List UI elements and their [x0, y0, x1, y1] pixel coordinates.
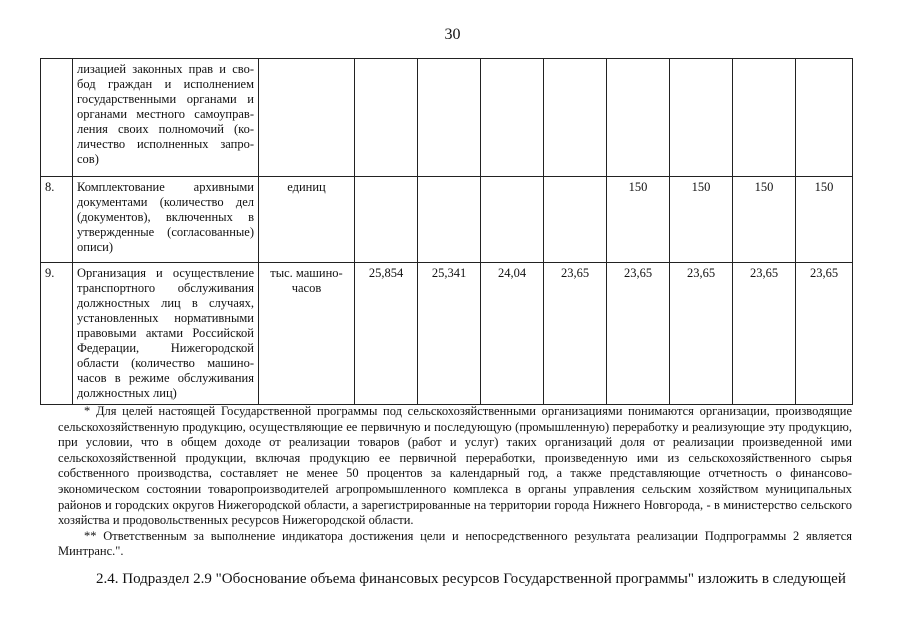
indicator-value: 25,854	[355, 263, 418, 405]
indicator-value: 25,341	[418, 263, 481, 405]
indicator-value: 23,65	[670, 263, 733, 405]
indicator-value: 150	[607, 177, 670, 263]
table-row	[41, 177, 853, 263]
row-number: 8.	[41, 177, 73, 263]
indicator-name: лизацией законных прав и сво-бод граждан и исполнением государственными органами и органами местного самоуправ-ления своих полномочий (ко-личество исполненных запро-сов)	[73, 59, 259, 177]
indicator-value	[670, 59, 733, 177]
indicator-value	[355, 59, 418, 177]
indicator-value	[544, 59, 607, 177]
unit-of-measure	[259, 59, 355, 177]
footnote-responsible-mintrans: ** Ответственным за выполнение индикатора достижения цели и непосредственного результата реализации Подпрограммы 2 является Минтранс.".	[58, 528, 852, 559]
indicator-value: 23,65	[607, 263, 670, 405]
indicator-name: Комплектование архивными документами (количество дел (документов), включенных в утвержденные (согласованные) описи)	[73, 177, 259, 263]
unit-of-measure: единиц	[259, 177, 355, 263]
indicator-value	[481, 59, 544, 177]
page-number: 30	[444, 26, 461, 43]
table-row	[41, 263, 853, 405]
indicator-value	[796, 59, 853, 177]
indicator-value	[607, 59, 670, 177]
indicator-value	[418, 177, 481, 263]
indicator-name: Организация и осуществление транспортного обслуживания должностных лиц в случаях, установленных нормативными правовыми актами Российской Федерации, Нижегородской области (количество машино-часов в режиме обслуживания должностных лиц)	[73, 263, 259, 405]
indicator-value	[418, 59, 481, 177]
indicator-value: 150	[733, 177, 796, 263]
indicator-value	[544, 177, 607, 263]
indicator-value: 150	[670, 177, 733, 263]
indicator-value	[355, 177, 418, 263]
section-heading-2-4: 2.4. Подраздел 2.9 "Обоснование объема финансовых ресурсов Государственной программы" изложить в следующей	[96, 571, 846, 587]
row-number	[41, 59, 73, 177]
indicator-value: 23,65	[796, 263, 853, 405]
footnote-agricultural-organizations: * Для целей настоящей Государственной программы под сельскохозяйственными организациями понимаются организации, производящие сельскохозяйственную продукцию, осуществляющие ее первичную и последующую (промышленную) переработку и реализующие эту продукцию, при условии, что в общем доходе от реализации товаров (работ и услуг) таких организаций доля от реализации произведенной ими сельскохозяйственной продукции, включая продукцию ее первичной переработки, произведенную ими из сельскохозяйственного сырья собственного производства, составляет не менее 50 процентов за календарный год, а также представляющие отчетность о финансово-экономическом состоянии товаропроизводителей агропромышленного комплекса в органы управления сельским хозяйством муниципальных районов и городских округов Нижегородской области, а зарегистрированные на территории города Нижнего Новгорода, - в министерство сельского хозяйства и продовольственных ресурсов Нижегородской области.	[58, 404, 852, 528]
indicator-value: 150	[796, 177, 853, 263]
indicator-value: 23,65	[544, 263, 607, 405]
table-row	[41, 59, 853, 177]
indicator-value	[733, 59, 796, 177]
indicator-value: 24,04	[481, 263, 544, 405]
indicator-value: 23,65	[733, 263, 796, 405]
footnotes	[58, 404, 852, 560]
indicators-table	[40, 58, 853, 405]
indicator-value	[481, 177, 544, 263]
unit-of-measure: тыс. машино-часов	[259, 263, 355, 405]
row-number: 9.	[41, 263, 73, 405]
